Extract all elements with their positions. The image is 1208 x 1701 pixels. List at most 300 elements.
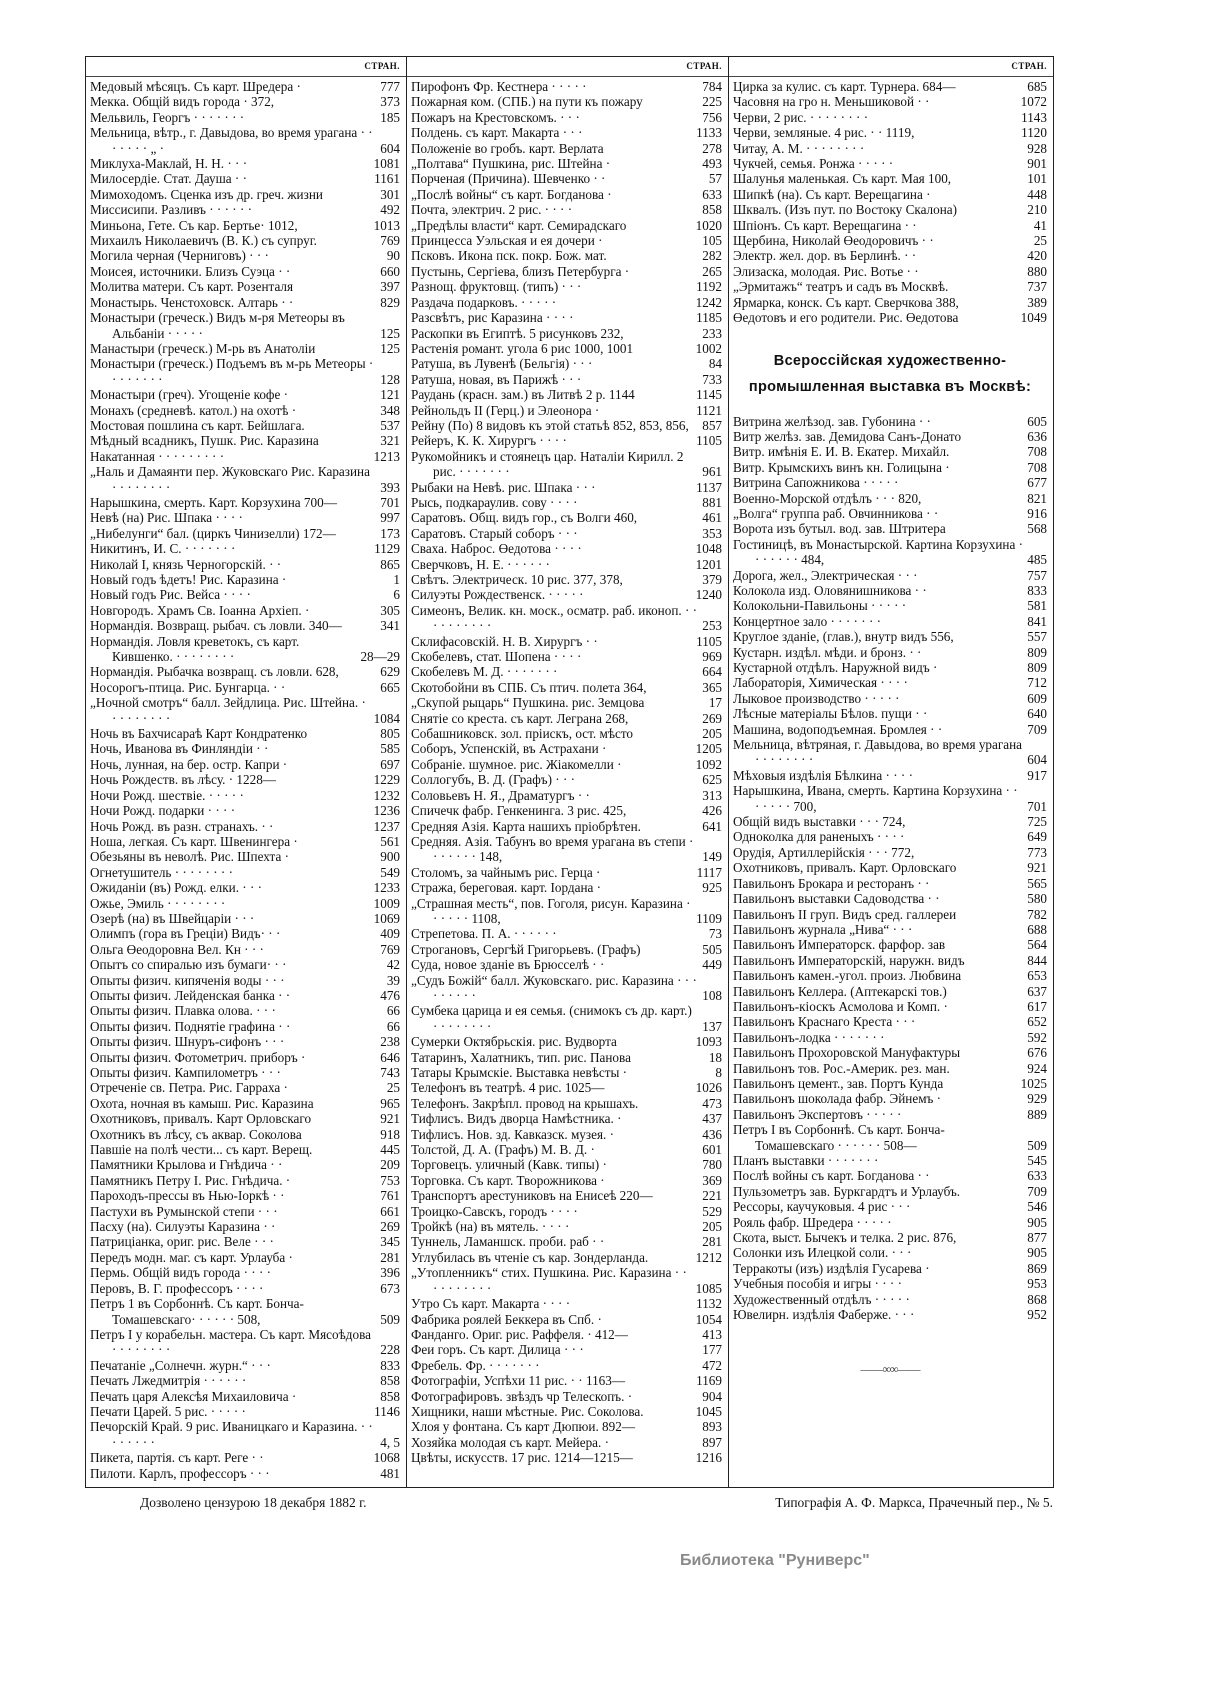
entry-page-number: 1146: [374, 1403, 400, 1419]
entry-title: Кустарной отдѣлъ. Наружной видъ ·: [733, 660, 938, 675]
entry-title: Ратуша, въ Лувенѣ (Бельгія) · · ·: [411, 356, 593, 372]
entry-title: Николай I, князь Черногорскій. · ·: [90, 556, 282, 572]
index-entry: [90, 957, 400, 972]
index-entry: [733, 1091, 1047, 1106]
entry-page-number: 546: [1027, 1199, 1047, 1215]
index-entry: [90, 233, 400, 248]
entry-title: Терракоты (изъ) издѣлія Гусарева ·: [733, 1260, 930, 1276]
entry-page-number: 712: [1027, 675, 1047, 691]
entry-title: Порченая (Причина). Шевченко · ·: [411, 171, 606, 187]
page-column-header: СТРАН.: [86, 61, 406, 77]
entry-title: „Послѣ войны“ съ карт. Богданова ·: [411, 186, 612, 202]
index-entry: [733, 814, 1047, 829]
entry-page-number: 321: [380, 433, 400, 449]
entry-title: Ожиданіи (въ) Рожд. елки. · · ·: [90, 880, 263, 896]
entry-title: Положеніе во гробъ. карт. Верлата: [411, 140, 604, 156]
entry-page-number: 809: [1027, 660, 1047, 675]
entry-title: Машина, водоподъемная. Бромлея · ·: [733, 721, 943, 737]
entry-page-number: 1237: [373, 818, 400, 834]
entry-title: Тройкѣ (на) въ мятель. · · · ·: [411, 1219, 570, 1235]
entry-page-number: 389: [1027, 294, 1047, 310]
entry-page-number: 57: [708, 171, 722, 187]
index-entry: [733, 279, 1047, 294]
entry-title: „Полтава“ Пушкина, рис. Штейна ·: [411, 156, 611, 172]
entry-title: Миссисипи. Разливъ · · · · · ·: [90, 202, 253, 218]
entry-title: Утро Съ карт. Макарта · · · ·: [411, 1296, 571, 1312]
index-entry: [733, 218, 1047, 233]
index-entry: [90, 834, 400, 849]
entry-page-number: 205: [702, 726, 722, 742]
entry-title: Ночь въ Бахчисараѣ Карт Кондратенко: [90, 726, 308, 742]
entry-title: Тифлисъ. Нов. зд. Кавказск. музея. ·: [411, 1126, 614, 1142]
entry-page-number: 697: [380, 756, 400, 772]
index-entry: [411, 1404, 722, 1419]
entry-title: „Волга“ группа раб. Овчинникова · ·: [733, 505, 939, 521]
entry-title: Новый годъ Рис. Вейса · · · ·: [90, 587, 251, 603]
entry-title: Монахъ (средневѣ. катол.) на охотѣ ·: [90, 402, 297, 418]
entry-page-number: 653: [1027, 968, 1047, 984]
entry-page-number: 282: [702, 248, 722, 264]
entry-page-number: 753: [380, 1172, 400, 1188]
entry-title: Михаилъ Николаевичъ (В. К.) съ супруг.: [90, 233, 317, 249]
index-entry: [90, 1019, 400, 1034]
index-entry: [733, 156, 1047, 171]
index-entry: [733, 171, 1047, 186]
index-entry: [90, 310, 400, 341]
entry-title: Павильонъ Краснаго Креста · · ·: [733, 1014, 916, 1030]
entry-title: Рояль фабр. Шредера · · · · ·: [733, 1214, 892, 1230]
entry-title: Монастыри (греческ.) Подъемъ въ м-рь Метеоры · · · · · · · ·: [90, 356, 374, 387]
index-entry: [411, 1111, 722, 1126]
entry-title: Пульзометръ зав. Буркгардтъ и Урлаубъ.: [733, 1183, 961, 1199]
entry-title: „Утопленникъ“ стих. Пушкина. Рис. Каразина · · · · · · · · · ·: [411, 1265, 687, 1296]
entry-title: Новый годъ ѣдетъ! Рис. Каразина ·: [90, 572, 287, 587]
index-entry: [411, 264, 722, 279]
entry-page-number: 397: [380, 279, 400, 295]
index-entry: [90, 125, 400, 156]
index-entry: [90, 1065, 400, 1080]
entry-title: Печать царя Алексѣя Михаиловича ·: [90, 1388, 297, 1404]
entry-title: Павильонъ журнала „Нива“ · · ·: [733, 921, 913, 937]
entry-title: Шквалъ. (Изъ пут. по Востоку Скалона): [733, 202, 958, 218]
entry-title: Пустынь, Сергіева, близъ Петербурга ·: [411, 263, 630, 279]
index-entry: [733, 521, 1047, 536]
index-entry: [90, 572, 400, 587]
entry-page-number: 39: [386, 972, 400, 988]
entry-page-number: 413: [702, 1326, 722, 1342]
index-entry: [90, 664, 400, 679]
entry-title: Фребель. Фр. · · · · · · ·: [411, 1357, 540, 1373]
index-entry: [411, 218, 722, 233]
entry-page-number: 1105: [696, 433, 722, 449]
entry-title: Фотографировъ. звѣздъ чр Телескопъ. ·: [411, 1388, 633, 1404]
index-entry: [90, 1127, 400, 1142]
entry-title: Озерѣ (на) въ Швейцаріи · · ·: [90, 910, 255, 926]
index-entry: [733, 141, 1047, 156]
index-entry: [411, 433, 722, 448]
index-entry: [733, 660, 1047, 675]
entry-title: Концертное зало · · · · · · ·: [733, 613, 882, 629]
entry-list: [733, 79, 1047, 326]
entry-page-number: 701: [380, 494, 400, 510]
index-entry: [411, 1142, 722, 1157]
entry-title: Дорога, жел., Электрическая · · ·: [733, 567, 918, 583]
entry-title: Павильонъ выставки Садоводства · ·: [733, 891, 940, 907]
index-entry: [733, 968, 1047, 983]
entry-page-number: 1216: [695, 1450, 722, 1466]
index-entry: [733, 94, 1047, 109]
entry-page-number: 868: [1027, 1291, 1047, 1307]
entry-title: Скобелевъ, стат. Шопена · · · ·: [411, 649, 582, 665]
entry-page-number: 1081: [373, 156, 400, 172]
entry-title: Разнощ. фруктовщ. (типъ) · · ·: [411, 279, 582, 295]
entry-title: Телефонъ. Закрѣпл. провод на крышахъ.: [411, 1095, 639, 1111]
entry-page-number: 1009: [373, 895, 400, 911]
entry-page-number: 437: [702, 1111, 722, 1127]
index-entry: [733, 984, 1047, 999]
index-entry: [733, 937, 1047, 952]
entry-title: Ночь, Иванова въ Финляндіи · ·: [90, 741, 269, 757]
entry-page-number: 858: [702, 202, 722, 218]
entry-page-number: 1072: [1020, 94, 1047, 110]
index-entry: [90, 1296, 400, 1327]
index-entry: [733, 1184, 1047, 1199]
index-entry: [90, 356, 400, 387]
entry-title: Рукомойникъ и стоянецъ цар. Наталіи Кирилл. 2 рис. · · · · · · ·: [411, 448, 684, 480]
entry-title: Носорогъ-птица. Рис. Бунгарца. · ·: [90, 679, 286, 695]
index-entry: [733, 891, 1047, 906]
entry-page-number: 269: [702, 710, 722, 726]
index-entry: [733, 1168, 1047, 1183]
entry-title: Пермь. Общій видъ города · · · ·: [90, 1265, 272, 1281]
entry-title: Сверчковъ, Н. Е. · · · · · ·: [411, 556, 550, 572]
entry-title: Скобелевъ М. Д. · · · · · · ·: [411, 664, 558, 680]
entry-title: Суда, новое зданіе въ Брюсселѣ · ·: [411, 957, 605, 973]
entry-title: Патриціанка, ориг. рис. Веле · · ·: [90, 1234, 274, 1250]
index-entry: [733, 295, 1047, 310]
index-entry: [411, 1450, 722, 1465]
entry-title: Мостовая пошлина съ карт. Бейшлага.: [90, 417, 305, 433]
entry-title: Троицко-Савскъ, городъ · · · ·: [411, 1203, 578, 1219]
entry-page-number: 461: [702, 510, 722, 526]
entry-title: Пирофонъ Фр. Кестнера · · · · ·: [411, 79, 587, 94]
entry-title: Кустарн. издѣл. мѣди. и бронз. · ·: [733, 644, 922, 660]
index-entry: [733, 907, 1047, 922]
entry-title: Фотографіи, Успѣхи 11 рис. · · 1163—: [411, 1373, 626, 1389]
entry-title: Витрина Сапожникова · · · · ·: [733, 475, 899, 491]
entry-page-number: 777: [380, 79, 400, 94]
index-entry: [411, 1034, 722, 1049]
index-entry: [733, 537, 1047, 568]
entry-page-number: 889: [1027, 1106, 1047, 1122]
entry-page-number: 1109: [696, 910, 722, 926]
index-entry: [90, 1204, 400, 1219]
index-entry: [90, 433, 400, 448]
entry-page-number: 73: [708, 926, 722, 942]
index-entry: [411, 418, 722, 433]
index-entry: [90, 557, 400, 572]
entry-title: Собашниковск. зол. пріискъ, ост. мѣсто: [411, 726, 634, 742]
entry-title: Скотобойни въ СПБ. Съ птич. полета 364,: [411, 679, 647, 695]
entry-title: Учебныя пособія и игры · · · ·: [733, 1276, 903, 1292]
entry-page-number: 725: [1027, 814, 1047, 830]
entry-title: Растенія романт. угола 6 рис 1000, 1001: [411, 340, 634, 356]
entry-title: Ночь Рожд. въ разн. странахъ. · ·: [90, 818, 274, 834]
index-entry: [733, 475, 1047, 490]
entry-title: Псковъ. Икона пск. покр. Бож. мат.: [411, 248, 607, 264]
entry-title: Тифлисъ. Видъ дворца Намѣстника. ·: [411, 1111, 622, 1127]
entry-page-number: 841: [1027, 613, 1047, 629]
entry-page-number: 125: [380, 325, 400, 341]
index-entry: [90, 680, 400, 695]
entry-title: Снятіе со креста. съ карт. Леграна 268,: [411, 710, 629, 726]
entry-page-number: 833: [380, 1357, 400, 1373]
entry-title: „Предѣлы власти“ карт. Семирадскаго: [411, 217, 627, 233]
entry-page-number: 780: [702, 1157, 722, 1173]
entry-page-number: 1213: [373, 448, 400, 464]
index-entry: [90, 1450, 400, 1465]
entry-page-number: 997: [380, 510, 400, 526]
entry-page-number: 1161: [374, 171, 400, 187]
index-entry: [411, 1157, 722, 1172]
entry-page-number: 149: [702, 849, 722, 865]
index-entry: [733, 460, 1047, 475]
entry-page-number: 660: [380, 263, 400, 279]
entry-page-number: 757: [1027, 567, 1047, 583]
index-entry: [90, 341, 400, 356]
index-entry: [411, 726, 722, 741]
entry-page-number: 869: [1027, 1260, 1047, 1276]
index-entry: [411, 1435, 722, 1450]
entry-page-number: 41: [1033, 217, 1047, 233]
entry-page-number: 881: [702, 494, 722, 510]
entry-title: Средняя Азія. Карта нашихъ пріобрѣтен.: [411, 818, 641, 834]
index-entry: [733, 568, 1047, 583]
entry-page-number: 604: [380, 140, 400, 156]
entry-title: Ноша, легкая. Съ карт. Швенингера ·: [90, 833, 298, 849]
index-entry: [733, 491, 1047, 506]
index-entry: [411, 1389, 722, 1404]
index-entry: [411, 649, 722, 664]
index-entry: [733, 722, 1047, 737]
index-entry: [733, 79, 1047, 94]
index-entry: [411, 356, 722, 371]
entry-title: Павильонъ II груп. Видъ сред. галлереи: [733, 906, 957, 922]
entry-page-number: 379: [702, 572, 722, 587]
entry-page-number: 228: [380, 1342, 400, 1358]
entry-page-number: 924: [1027, 1060, 1047, 1076]
entry-page-number: 592: [1027, 1029, 1047, 1045]
entry-title: Олимпъ (гора въ Греціи) Видъ· · ·: [90, 926, 281, 942]
index-entry: [733, 1261, 1047, 1276]
entry-page-number: 636: [1027, 428, 1047, 444]
entry-title: Спичечк фабр. Генкенинга. 3 рис. 425,: [411, 803, 627, 819]
entry-title: Мѣховыя издѣлія Бѣлкина · · · ·: [733, 767, 913, 783]
entry-title: Сумбека царица и ея семья. (снимокъ съ др. карт.) · · · · · · · ·: [411, 1003, 692, 1034]
entry-page-number: 281: [702, 1234, 722, 1250]
index-entry: [733, 248, 1047, 263]
entry-page-number: 1105: [696, 633, 722, 649]
entry-page-number: 1002: [695, 340, 722, 356]
entry-page-number: 125: [380, 340, 400, 356]
entry-title: Чукчей, семья. Ронжа · · · · ·: [733, 156, 894, 172]
entry-title: Ювелирн. издѣлія Фаберже. · · ·: [733, 1307, 915, 1323]
entry-title: Строгановъ, Сергѣй Григорьевъ. (Графъ): [411, 941, 641, 957]
entry-title: Ночи Рожд. шествіе. · · · · ·: [90, 787, 244, 803]
index-entry: [733, 310, 1047, 325]
index-entry: [90, 295, 400, 310]
index-entry: [733, 783, 1047, 814]
index-entry: [411, 973, 722, 1004]
entry-title: Круглое зданіе, (глав.), внутр видъ 556,: [733, 629, 954, 645]
entry-title: Печати Царей. 5 рис. · · · · ·: [90, 1403, 246, 1419]
entry-title: Ночи Рожд. подарки · · · ·: [90, 803, 236, 819]
entry-page-number: 769: [380, 233, 400, 249]
entry-page-number: 665: [380, 679, 400, 695]
entry-title: Монастыри (греческ.) Видъ м-ря Метеоры въ Альбаніи · · · · ·: [90, 310, 345, 341]
entry-page-number: 805: [380, 726, 400, 742]
entry-title: „Страшная месть“, пов. Гоголя, рисун. Каразина · · · · · · 1108,: [411, 895, 691, 926]
entry-title: Ярмарка, конск. Съ карт. Сверчкова 388,: [733, 294, 959, 310]
index-entry: [90, 1466, 400, 1481]
entry-page-number: 409: [380, 926, 400, 942]
entry-title: Нарышкина, Ивана, смерть. Картина Корзухина · · · · · · · 700,: [733, 783, 1018, 814]
entry-page-number: 928: [1027, 140, 1047, 156]
entry-title: Часовня на гро н. Меньшиковой · ·: [733, 94, 930, 110]
index-entry: [411, 603, 722, 634]
entry-title: Цирка за кулис. съ карт. Турнера. 684—: [733, 79, 956, 94]
entry-title: Раскопки въ Египтѣ. 5 рисунковъ 232,: [411, 325, 624, 341]
entry-page-number: 709: [1027, 721, 1047, 737]
entry-title: Нормандія. Возвращ. рыбач. съ ловли. 340—: [90, 618, 342, 634]
entry-page-number: 1185: [696, 310, 722, 326]
entry-page-number: 897: [702, 1434, 722, 1450]
index-entry: [411, 510, 722, 525]
index-entry: [733, 614, 1047, 629]
entry-title: „Судъ Божій“ балл. Жуковскаго. рис. Каразина · · · · · · · · ·: [411, 972, 697, 1003]
entry-title: Памятникъ Петру I. Рис. Гнѣдича. ·: [90, 1172, 291, 1188]
page-column-header: СТРАН.: [407, 61, 728, 77]
entry-page-number: 396: [380, 1265, 400, 1281]
entry-page-number: 633: [702, 186, 722, 202]
entry-page-number: 281: [380, 1249, 400, 1265]
index-entry: [90, 1111, 400, 1126]
index-entry: [90, 187, 400, 202]
entry-title: Телефонъ въ театрѣ. 4 рис. 1025—: [411, 1080, 605, 1096]
index-entry: [90, 279, 400, 294]
index-entry: [90, 1096, 400, 1111]
index-column-1: [86, 57, 406, 1487]
entry-title: Обезьяны въ неволѣ. Рис. Шпехта ·: [90, 849, 290, 865]
entry-page-number: 769: [380, 941, 400, 957]
index-entry: [411, 480, 722, 495]
entry-page-number: 25: [386, 1080, 400, 1096]
entry-title: Пастухи въ Румынской степи · · ·: [90, 1203, 278, 1219]
entry-title: Сумерки Октябрьскія. рис. Вудворта: [411, 1034, 617, 1050]
index-entry: [733, 768, 1047, 783]
entry-title: Послѣ войны съ карт. Богданова · ·: [733, 1168, 930, 1184]
index-entry: [411, 1358, 722, 1373]
entry-page-number: 348: [380, 402, 400, 418]
entry-page-number: 509: [380, 1311, 400, 1327]
index-entry: [411, 526, 722, 541]
entry-page-number: 25: [1033, 233, 1047, 249]
index-entry: [733, 1045, 1047, 1060]
index-entry: [733, 1230, 1047, 1245]
entry-page-number: 1129: [374, 541, 400, 557]
entry-title: Опыты физич. Шнуръ-сифонъ · · ·: [90, 1034, 285, 1050]
entry-page-number: 305: [380, 602, 400, 618]
index-entry: [411, 1080, 722, 1095]
index-entry: [411, 171, 722, 186]
index-entry: [733, 1276, 1047, 1291]
entry-page-number: 821: [1027, 490, 1047, 506]
entry-title: Фабрика роялей Беккера въ Спб. ·: [411, 1311, 602, 1327]
entry-page-number: 617: [1027, 998, 1047, 1014]
index-entry: [90, 464, 400, 495]
index-entry: [90, 926, 400, 941]
entry-page-number: 649: [1027, 829, 1047, 845]
entry-title: Феи горъ. Съ карт. Дилица · · ·: [411, 1342, 584, 1358]
censorship-note: Дозволено цензурою 18 декабря 1882 г.: [140, 1494, 367, 1510]
entry-title: Миньона, Гете. Съ кар. Бертье· 1012,: [90, 217, 298, 233]
entry-title: Углубилась въ чтеніе съ кар. Зондерланда.: [411, 1249, 649, 1265]
index-entry: [411, 1050, 722, 1065]
entry-title: Саратовъ. Общ. видъ гор., съ Волги 460,: [411, 510, 638, 526]
index-entry: [733, 876, 1047, 891]
entry-title: Стрепетова. П. А. · · · · · ·: [411, 926, 557, 942]
index-entry: [90, 1281, 400, 1296]
entry-page-number: 905: [1027, 1214, 1047, 1230]
entry-page-number: 568: [1027, 521, 1047, 537]
entry-title: Нормандія. Рыбачка возвращ. съ ловли. 628,: [90, 664, 339, 680]
index-column-3: [728, 57, 1053, 1487]
index-entry: [411, 1419, 722, 1434]
index-entry: [411, 449, 722, 480]
entry-page-number: 580: [1027, 891, 1047, 907]
entry-page-number: 708: [1027, 444, 1047, 460]
index-entry: [90, 634, 400, 665]
entry-title: Моисея, источники. Близъ Суэца · ·: [90, 263, 291, 279]
index-entry: [411, 110, 722, 125]
entry-title: Павильонъ Императорскій, наружн. видъ: [733, 952, 965, 968]
index-entry: [733, 675, 1047, 690]
entry-title: Электр. жел. дор. въ Берлинѣ. · ·: [733, 248, 917, 264]
index-entry: [733, 845, 1047, 860]
entry-page-number: 737: [1027, 279, 1047, 295]
entry-title: Шипкѣ (на). Съ карт. Верещагина ·: [733, 186, 931, 202]
entry-page-number: 1026: [695, 1080, 722, 1096]
entry-page-number: 893: [702, 1419, 722, 1435]
index-entry: [733, 429, 1047, 444]
index-entry: [90, 819, 400, 834]
index-entry: [90, 1373, 400, 1388]
entry-page-number: 1085: [695, 1280, 722, 1296]
entry-title: Читау, А. М. · · · · · · · ·: [733, 140, 865, 156]
index-entry: [90, 1234, 400, 1249]
index-entry: [411, 834, 722, 865]
entry-title: Өедотовъ и его родители. Рис. Өедотова: [733, 310, 959, 326]
entry-page-number: 42: [386, 957, 400, 973]
entry-title: Петръ I у корабельн. мастера. Съ карт. Мясоѣдова · · · · · · · ·: [90, 1326, 371, 1358]
entry-title: Щербина, Николай Өеодоровичъ · ·: [733, 233, 934, 249]
index-entry: [411, 1373, 722, 1388]
index-entry: [411, 326, 722, 341]
entry-title: „Наль и Дамаянти пер. Жуковскаго Рис. Каразина · · · · · · · ·: [90, 464, 370, 495]
index-entry: [90, 1389, 400, 1404]
index-entry: [411, 1265, 722, 1296]
index-entry: [733, 737, 1047, 768]
